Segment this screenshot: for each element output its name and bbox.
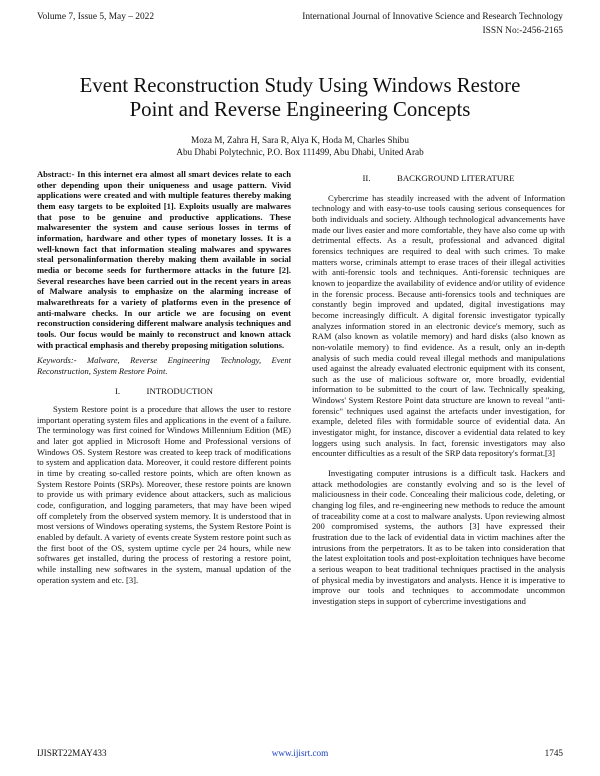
running-header (37, 12, 563, 36)
paper-title (30, 74, 570, 122)
keywords: Keywords:- Malware, Reverse Engineering Technology, Event Reconstruction, System Restore Point. (37, 355, 291, 376)
journal-url-link[interactable]: www.ijisrt.com (271, 748, 329, 758)
title-line-1: Event Reconstruction Study Using Windows Restore (79, 74, 521, 97)
author-block (0, 135, 600, 158)
issn-number: ISSN No:-2456-2165 (482, 26, 563, 36)
left-column (37, 169, 291, 585)
author-names: Moza M, Zahra H, Sara R, Alya K, Hoda M, Charles Shibu (191, 135, 409, 145)
volume-issue: Volume 7, Issue 5, May – 2022 (37, 12, 155, 22)
paper-id: IJISRT22MAY433 (37, 748, 107, 758)
author-affiliation: Abu Dhabi Polytechnic, P.O. Box 111499, Abu Dhabi, United Arab (176, 146, 424, 157)
background-paragraph-2: Investigating computer intrusions is a difficult task. Hackers and attack methodologies are constantly evolving and so is the level of maliciousness in their code. Concealing their malicious code, deleting, or changing log files, and re-engineering new methods to reduce the amount of traceability come at a cost to malware analysts. Upon reviewing almost 200 compromised systems, the authors [3] have expressed their frustration due to the lack of evidential data in victim machines after the intrusions from the perpetrators. It as to be taken into consideration that the latest exploitation tools and post-exploitation techniques have become a serious weapon to beat traditional techniques practised in the analysis of physical media by investigators and analysts. Hence it is imperative to improve our tools and techniques to accommodate uncommon investigation steps in support of cybercrime investigations and (312, 468, 566, 606)
introduction-paragraph: System Restore point is a procedure that allows the user to restore important operating system files and applications in the event of a failure. The terminology was first coined for Windows Millennium Edition (ME) and later got applied in Microsoft Home and Professional versions of Windows OS. System Restore was created to keep track of modifications to system and application data. Moreover, it could restore different points in time by creating so-called restore points, which are often known as System Restore Points (SRPs). Moreover, these restore points are known to provide us with primary evidence about attackers, such as malicious code, configuration, and logging parameters, that may have been wiped off completely from the observed system memory. It is understood that in most versions of Windows operating systems, the System Restore Point is enabled by default. A variety of events create System restore point such as the first boot of the OS, system uptime cycle per 24 hours, while new softwares get installed, during the process of restoring a restore point, while installing new softwares in the system, manual updation of the operation system and etc. [3]. (37, 404, 291, 585)
abstract: Abstract:- In this internet era almost all smart devices relate to each other depending upon their uniqueness and usage pattern. Vivid applications were created and with multiple features thereby making them easy targets to be exploited [1]. Exploits usually are malwares that pose to be genuine and productive applications. These malwaresenter the system and cause serious losses in terms of information, hardware and other types of monetary losses. It is a well-known fact that information stealing malwares and spywares steal personalinformation thereby making them available in social media or become seeds for furthermore attacks in the future [2]. Several researches have been carried out in the recent years in areas of Malware analysis to emphasize on the alarming increase of malwarethreats for a variety of platforms even in the presence of anti-malware checks. In our article we are focusing on event reconstruction considering different malware analysis techniques and tools. Our focus would be mainly to reconstruct and known attack with practical emphasis and thereby proposing mitigation solutions. (37, 169, 291, 350)
section-heading-background: II. BACKGROUND LITERATURE (362, 173, 515, 183)
page-footer (37, 748, 563, 762)
right-column (312, 169, 565, 607)
background-paragraph-1: Cybercrime has steadily increased with the advent of Information technology and with easy-to-use tools causing serious consequences for both individuals and society. Although technological advancements have made our lives easier and more comfortable, they have also come up with detrimental effects. As a result, professional and advanced digital forensics techniques are required to deal with such crimes. To make matters worse, criminals attempt to erase traces of their illegal activities with anti-forensic tools and techniques. Anti-forensic techniques are known to jeopardize the availability of evidence and/or utility of evidence in the forensic process. Because anti-forensics tools and techniques are constantly begin improved and updated, digital investigations may become increasingly difficult. A digital forensic investigator typically analyzes information stored in an electronic device's memory, such as RAM (also known as volatile memory) and hard disks (also known as non-volatile memory) to find evidence. As a result, only an in-depth analysis of such media could reveal illegal methods and manipulations used against the already evaluated electronic equipment with its consent, such as the use of malicious software or, more broadly, evidential information to be submitted to the court of law. Technically speaking, Windows' System Restore Point data structure are known to reveal "anti-forensic" techniques used against the artefacts under investigation, for example, deleted files with formidable source of evidential data. An investigator might, for instance, discover a evidential data related to key loggers using such analysis. In fact, forensic investigators may also encounter difficulties as a result of the SRP data repository's format.[3] (312, 192, 565, 459)
page-number: 1745 (544, 748, 563, 758)
section-heading-introduction: I. INTRODUCTION (115, 386, 213, 397)
journal-name: International Journal of Innovative Science and Research Technology (302, 12, 563, 22)
title-line-2: Point and Reverse Engineering Concepts (129, 98, 471, 121)
